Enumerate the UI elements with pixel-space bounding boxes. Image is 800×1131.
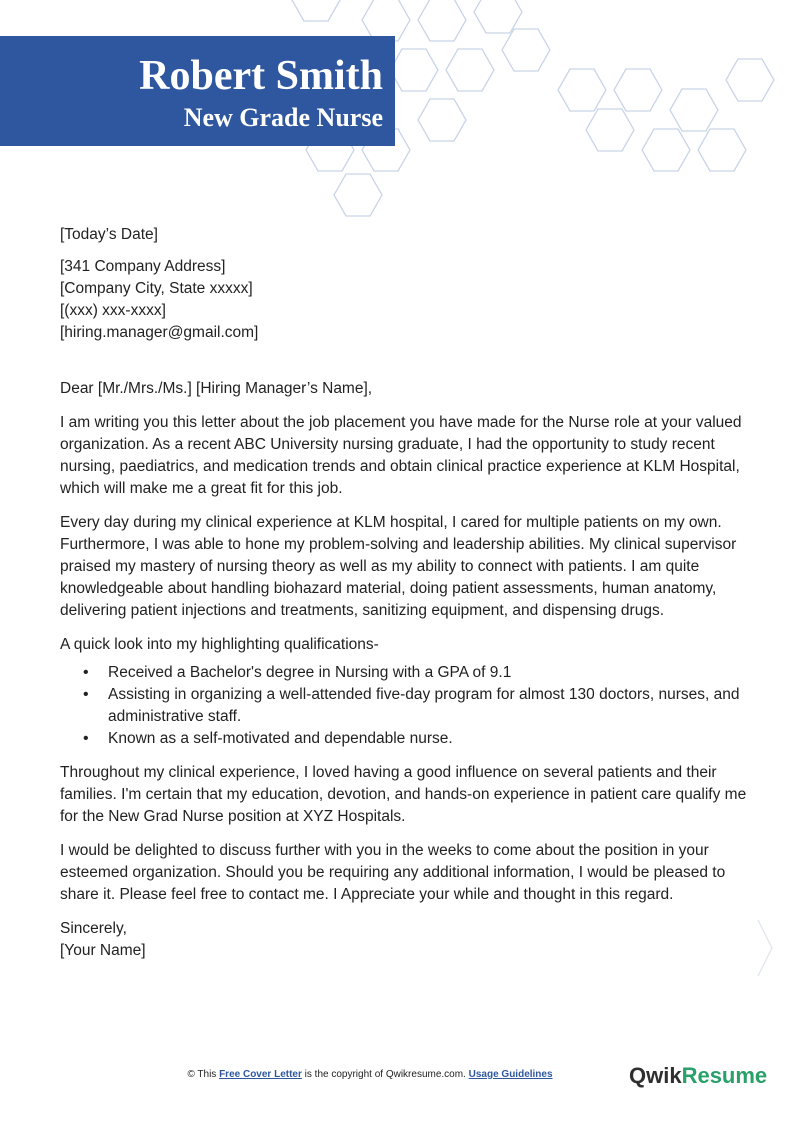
address-line: [341 Company Address] xyxy=(60,258,226,275)
address-line: [(xxx) xxx-xxxx] xyxy=(60,302,166,319)
letter-body xyxy=(60,224,750,962)
letter-date: [Today’s Date] xyxy=(60,226,158,243)
hexagon-shape xyxy=(292,0,340,21)
footer-prefix: © This xyxy=(187,1069,217,1080)
signoff-name: [Your Name] xyxy=(60,942,146,959)
free-cover-letter-link[interactable]: Free Cover Letter xyxy=(219,1069,302,1080)
qwikresume-logo[interactable] xyxy=(629,1063,767,1089)
hexagon-shape xyxy=(390,49,438,91)
hexagon-shape xyxy=(670,89,718,131)
body-paragraph: I am writing you this letter about the job placement you have made for the Nurse role at your valued organization. As a recent ABC University nursing graduate, I had the opportunity to study recent nursing, paediatrics, and medication trends and obtain clinical practice experience at KLM Hospital, which will make me a great fit for this job. xyxy=(60,414,742,497)
qualifications-list xyxy=(60,662,750,750)
chevron-right-icon xyxy=(756,918,776,978)
body-paragraph: Throughout my clinical experience, I loved having a good influence on several patients and their families. I'm certain that my education, devotion, and hands-on experience in patient care qualify me for the New Grad Nurse position at XYZ Hospitals. xyxy=(60,764,747,825)
footer-middle: is the copyright of Qwikresume.com. xyxy=(304,1069,466,1080)
brand-part-resume: Resume xyxy=(681,1063,768,1088)
header-band xyxy=(0,36,395,146)
salutation: Dear [Mr./Mrs./Ms.] [Hiring Manager’s Name], xyxy=(60,380,373,397)
list-item: • Assisting in organizing a well-attended five-day program for almost 130 doctors, nurses, and administrative staff. xyxy=(108,684,750,728)
recipient-address xyxy=(60,256,750,344)
hexagon-shape xyxy=(334,174,382,216)
signoff-closing: Sincerely, xyxy=(60,920,127,937)
hexagon-shape xyxy=(474,0,522,33)
list-item: • Received a Bachelor's degree in Nursing with a GPA of 9.1 xyxy=(108,662,750,684)
body-paragraph: I would be delighted to discuss further with you in the weeks to come about the position in your esteemed organization. Should you be requiring any additional information, I would be pleased to share it. Please feel free to contact me. I Appreciate your while and thought in this regard. xyxy=(60,842,726,903)
applicant-name: Robert Smith xyxy=(139,53,383,99)
qualifications-intro: A quick look into my highlighting qualifications- xyxy=(60,636,379,653)
hexagon-shape xyxy=(726,59,774,101)
hexagon-shape xyxy=(614,69,662,111)
hexagon-shape xyxy=(362,0,410,41)
hexagon-shape xyxy=(418,99,466,141)
address-line: [hiring.manager@gmail.com] xyxy=(60,324,259,341)
hexagon-shape xyxy=(642,129,690,171)
body-paragraph: Every day during my clinical experience at KLM hospital, I cared for multiple patients on my own. Furthermore, I was able to hone my problem-solving and leadership abilities. My clinical supervisor praised my mastery of nursing theory as well as my ability to connect with patients. I am quite knowledgeable about handling biohazard material, doing patient assessments, human anatomy, delivering patient injections and treatments, sanitizing equipment, and dispensing drugs. xyxy=(60,514,737,619)
list-item: • Known as a self-motivated and dependable nurse. xyxy=(108,728,750,750)
hexagon-shape xyxy=(446,49,494,91)
hexagon-shape xyxy=(502,29,550,71)
usage-guidelines-link[interactable]: Usage Guidelines xyxy=(468,1069,553,1080)
address-line: [Company City, State xxxxx] xyxy=(60,280,253,297)
hexagon-shape xyxy=(558,69,606,111)
applicant-title: New Grade Nurse xyxy=(183,103,383,132)
hexagon-shape xyxy=(586,109,634,151)
hexagon-shape xyxy=(698,129,746,171)
hexagon-shape xyxy=(418,0,466,41)
brand-part-qwik: Qwik xyxy=(629,1063,682,1088)
